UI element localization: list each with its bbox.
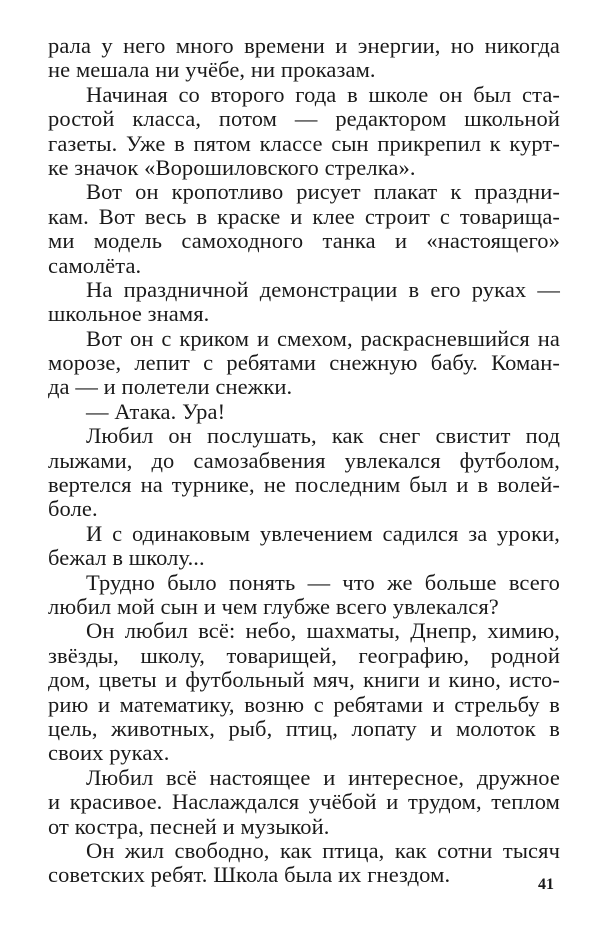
text-line: газеты. Уже в пятом классе сын прикрепил к курт-	[48, 130, 560, 156]
text-line: советских ребят. Школа была их гнездом.	[48, 862, 451, 888]
text-line: — Атака. Ура!	[86, 398, 226, 424]
text-line: И с одинаковым увлечением садился за уроки,	[86, 520, 560, 546]
text-line: от костра, песней и музыкой.	[48, 813, 330, 839]
text-line: ростой класса, потом — редактором школьной	[48, 106, 560, 132]
text-line: На праздничной демонстрации в его руках —	[86, 276, 560, 302]
text-line: лыжами, до самозабвения увлекался футболом,	[48, 447, 560, 473]
text-line: вертелся на турнике, не последним был и в волей-	[48, 472, 560, 498]
text-line: Он любил всё: небо, шахматы, Днепр, химию,	[86, 618, 560, 644]
text-line: рала у него много времени и энергии, но никогда	[48, 33, 560, 58]
text-line: кам. Вот весь в краске и клее строит с товарища-	[48, 203, 560, 229]
text-line: морозе, лепит с ребятами снежную бабу. Коман-	[48, 350, 560, 376]
text-line: цель, животных, рыб, птиц, лопату и молоток в	[48, 715, 560, 741]
body-text	[48, 34, 560, 888]
text-line: не мешала ни учёбе, ни проказам.	[48, 57, 376, 83]
text-line: и красивое. Наслаждался учёбой и трудом, теплом	[48, 789, 560, 815]
text-line: боле.	[48, 496, 98, 522]
text-line: звёзды, школу, товарищей, географию, родной	[48, 642, 560, 668]
text-line: рию и математику, возню с ребятами и стрельбу в	[48, 691, 560, 717]
text-line: Любил всё настоящее и интересное, дружное	[86, 764, 560, 790]
text-line: любил мой сын и чем глубже всего увлекался?	[48, 593, 499, 619]
text-line: ми модель самоходного танка и «настоящего»	[48, 228, 560, 254]
text-line: Вот он с криком и смехом, раскрасневшийся на	[86, 325, 560, 351]
text-line: самолёта.	[48, 252, 142, 278]
text-line: Вот он кропотливо рисует плакат к праздни-	[86, 179, 560, 205]
text-line: дом, цветы и футбольный мяч, книги и кино, исто-	[48, 667, 560, 693]
text-line: Он жил свободно, как птица, как сотни тысяч	[86, 837, 560, 863]
page-number: 41	[538, 876, 554, 893]
text-line: своих руках.	[48, 740, 170, 766]
text-line: Любил он послушать, как снег свистит под	[86, 423, 560, 449]
text-line: Начиная со второго года в школе он был ста-	[86, 81, 560, 107]
text-line: школьное знамя.	[48, 301, 210, 327]
text-line: ке значок «Ворошиловского стрелка».	[48, 154, 416, 180]
text-line: бежал в школу...	[48, 545, 205, 571]
text-line: Трудно было понять — что же больше всего	[86, 569, 560, 595]
text-line: да — и полетели снежки.	[48, 374, 293, 400]
